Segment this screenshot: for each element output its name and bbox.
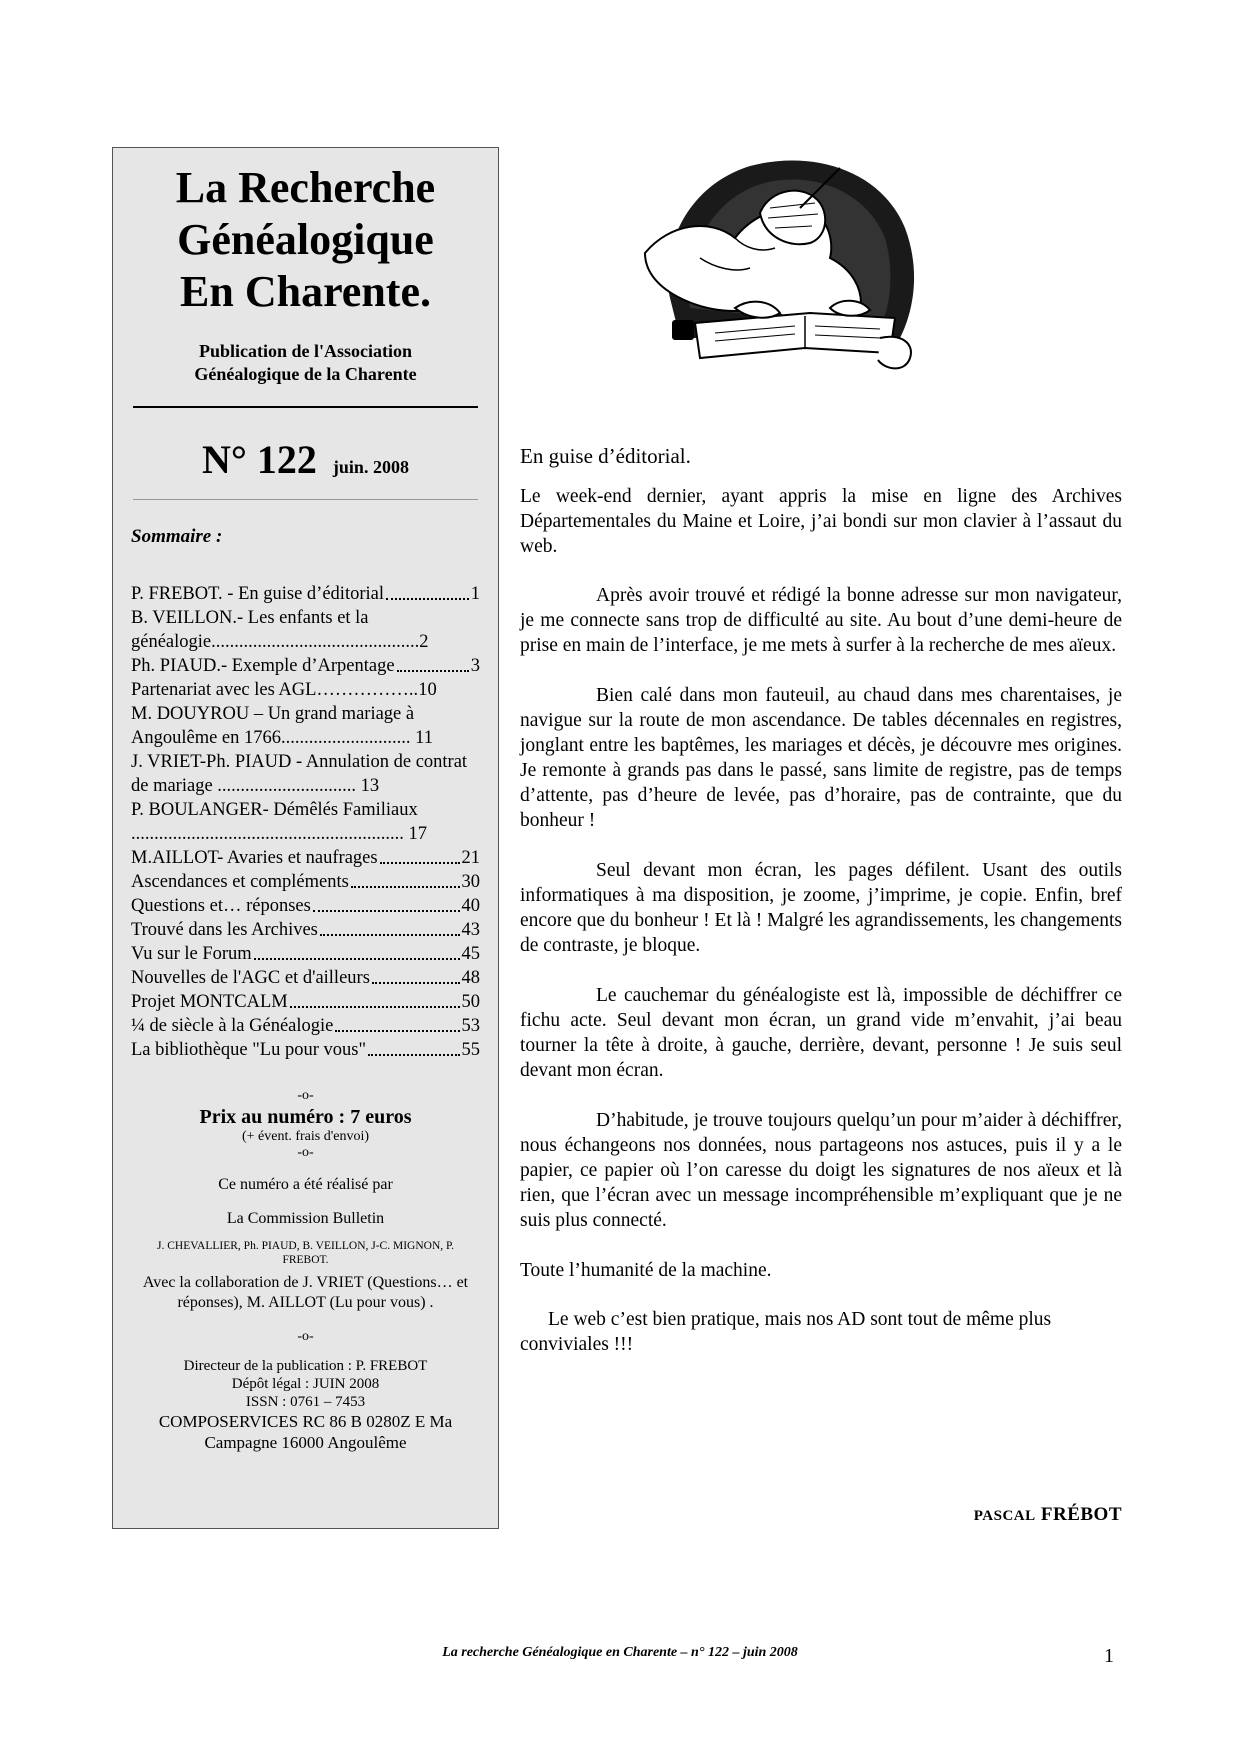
separator: -o-: [297, 1145, 314, 1160]
issn: ISSN : 0761 – 7453: [245, 1394, 366, 1410]
sidebar-box: [112, 147, 499, 1529]
genealogist-illustration: [640, 148, 930, 382]
toc-item: Partenariat avec les AGL…………….. 10: [131, 680, 437, 700]
toc-item: P. BOULANGER- Démêlés Familiaux ........................................................... 17: [131, 800, 427, 844]
editorial-paragraph: Le cauchemar du généalogiste est là, impossible de déchiffrer ce fichu acte. Seul devant mon écran, un grand vide m’envahit, j’ai beau tourner la tête à droite, à gauche, derrière, devant, personne ! Je suis seul devant mon écran.: [520, 985, 1122, 1081]
separator: -o-: [297, 1329, 314, 1344]
editorial-paragraph: Le web c’est bien pratique, mais nos AD sont tout de même plus conviviales !!!: [520, 1309, 1052, 1355]
editorial-paragraph: D’habitude, je trouve toujours quelqu’un pour m’aider à déchiffrer, nous échangeons nos données, nous partageons nos astuces, puis il y a le papier, ce papier où l’on caresse du doigt les signatures de nos aïeux et là rien, que l’écran avec un message incompréhensible m’expliquant que je ne suis plus connecté.: [520, 1110, 1122, 1231]
toc-item: Questions et… réponses 40: [131, 896, 480, 916]
subtitle-line-1: Publication de l'Association: [198, 341, 413, 361]
commission-members: J. CHEVALLIER, Ph. PIAUD, B. VEILLON, J-C. MIGNON, P. FREBOT.: [157, 1240, 454, 1266]
credits-intro: Ce numéro a été réalisé par: [218, 1176, 393, 1193]
director: Directeur de la publication : P. FREBOT: [183, 1358, 428, 1374]
masthead-title: [113, 162, 498, 318]
commission-name: La Commission Bulletin: [226, 1210, 385, 1227]
signature: PASCAL FRÉBOT: [973, 1504, 1122, 1525]
page-footer: La recherche Généalogique en Charente – n° 122 – juin 2008: [442, 1645, 798, 1660]
issue-date: juin. 2008: [332, 457, 409, 477]
price: Prix au numéro : 7 euros: [199, 1106, 412, 1128]
collaboration: Avec la collaboration de J. VRIET (Questions… et réponses), M. AILLOT (Lu pour vous) .: [142, 1274, 469, 1311]
issue-number: N° 122: [202, 437, 317, 482]
toc-item: M. DOUYROU – Un grand mariage à Angoulême en 1766............................ 11: [131, 704, 433, 748]
toc-item: Ascendances et compléments 30: [131, 872, 480, 892]
title-line-3: En Charente.: [180, 267, 431, 316]
toc-item: ¼ de siècle à la Généalogie 53: [131, 1016, 480, 1036]
title-line-2: Généalogique: [177, 215, 434, 264]
shipping-note: (+ évent. frais d'envoi): [241, 1129, 370, 1144]
divider-thin: [133, 499, 478, 500]
title-line-1: La Recherche: [175, 163, 436, 212]
printer-line-1: COMPOSERVICES RC 86 B 0280Z E Ma: [158, 1412, 453, 1431]
toc-item: Vu sur le Forum 45: [131, 944, 480, 964]
toc-item: M.AILLOT- Avaries et naufrages 21: [131, 848, 480, 868]
editorial-paragraph: Bien calé dans mon fauteuil, au chaud dans mes charentaises, je navigue sur la route de mon ascendance. De tables décennales en registres, jonglant entre les baptêmes, les mariages et décès, je découvre mes origines. Je remonte à grands pas dans le passé, sans limite de registre, pas de temps d’attente, pas d’heure de levée, pas d’horaire, pas de contrainte, que du bonheur !: [520, 685, 1122, 831]
toc-item: B. VEILLON.- Les enfants et la généalogie.............................................2: [131, 608, 429, 652]
printer-line-2: Campagne 16000 Angoulême: [204, 1433, 407, 1452]
divider: [133, 406, 478, 408]
sommaire-heading: Sommaire :: [131, 526, 223, 547]
toc-item: Trouvé dans les Archives 43: [131, 920, 480, 940]
table-of-contents: [113, 582, 498, 1062]
toc-item: Nouvelles de l'AGC et d'ailleurs 48: [131, 968, 480, 988]
editorial: [520, 444, 1122, 1357]
toc-item: Ph. PIAUD.- Exemple d’Arpentage 3: [131, 656, 480, 676]
separator: -o-: [297, 1088, 314, 1103]
masthead-subtitle: [113, 340, 498, 386]
editorial-paragraph: Après avoir trouvé et rédigé la bonne adresse sur mon navigateur, je me connecte sans trop de difficulté au site. Au bout d’une demi-heure de prise en main de l’interface, je me mets à surfer à la recherche de mes aïeux.: [520, 585, 1122, 656]
editorial-title: En guise d’éditorial.: [520, 444, 691, 468]
issue-line: [113, 436, 498, 483]
editorial-paragraph: Toute l’humanité de la machine.: [520, 1260, 772, 1281]
toc-item: J. VRIET-Ph. PIAUD - Annulation de contrat de mariage .............................. 13: [131, 752, 468, 796]
page-number: 1: [1104, 1645, 1114, 1667]
toc-item: La bibliothèque "Lu pour vous" 55: [131, 1040, 480, 1060]
legal-deposit: Dépôt légal : JUIN 2008: [231, 1376, 380, 1392]
toc-item: P. FREBOT. - En guise d’éditorial 1: [131, 584, 480, 604]
editorial-paragraph: Seul devant mon écran, les pages défilent. Usant des outils informatiques à ma disposition, je zoome, j’imprime, je copie. Enfin, bref encore que du bonheur ! Et là ! Malgré les agrandissements, les changements de contraste, je bloque.: [520, 860, 1122, 956]
editorial-paragraph: Le week-end dernier, ayant appris la mise en ligne des Archives Départementales du Maine et Loire, j’ai bondi sur mon clavier à l’assaut du web.: [520, 486, 1122, 557]
subtitle-line-2: Généalogique de la Charente: [194, 364, 417, 384]
toc-item: Projet MONTCALM 50: [131, 992, 480, 1012]
